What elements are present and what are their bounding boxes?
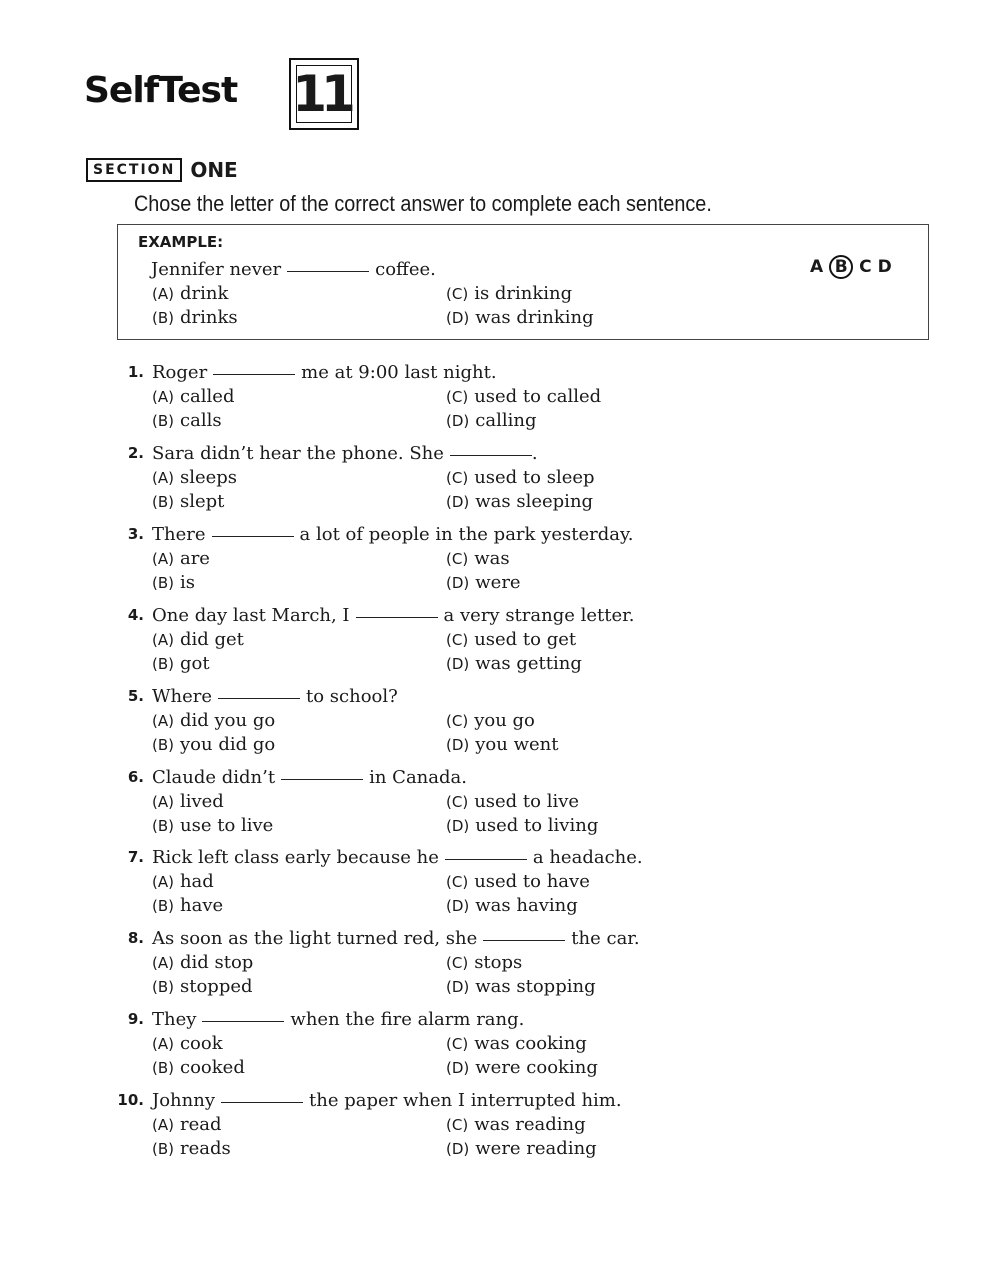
option-letter: (B) <box>152 492 174 511</box>
question-item <box>0 1009 1000 1089</box>
option-text: was sleeping <box>475 490 594 512</box>
option-text: calling <box>475 410 537 431</box>
option-c <box>446 710 535 731</box>
answer-letter-c: C <box>859 257 872 277</box>
example-sentence <box>151 259 436 280</box>
option-text: was stopping <box>475 976 596 998</box>
option-text: were reading <box>475 1138 597 1160</box>
answer-blank <box>287 271 369 272</box>
option-letter: (A) <box>152 1035 174 1054</box>
option-c <box>446 1114 586 1135</box>
option-c <box>446 467 595 488</box>
option-text: did you go <box>179 709 276 731</box>
option-letter: (C) <box>446 873 469 892</box>
answer-blank <box>221 1102 303 1103</box>
question-number: 6. <box>127 767 144 786</box>
option-a <box>152 386 234 407</box>
option-c <box>446 952 522 973</box>
option-text: read <box>179 1114 222 1136</box>
option-letter: (C) <box>446 388 469 406</box>
answer-blank <box>450 455 532 456</box>
option-c <box>446 791 579 812</box>
option-letter: (C) <box>446 792 469 811</box>
option-text: drinks <box>180 307 238 328</box>
sentence-after: me at 9:00 last night. <box>301 362 497 383</box>
question-number: 9. <box>127 1010 144 1029</box>
option-b <box>152 1057 245 1078</box>
question-item <box>0 524 1000 604</box>
option-text: used to called <box>474 386 602 407</box>
instructions: Chose the letter of the correct answer to complete each sentence. <box>134 191 712 216</box>
option-letter: (A) <box>152 549 174 568</box>
option-b <box>152 815 273 836</box>
option-b <box>152 1138 231 1159</box>
option-letter: (A) <box>152 954 174 973</box>
question-sentence <box>152 928 640 949</box>
question-sentence <box>152 1090 622 1111</box>
answer-letter-b-circled: B <box>829 255 853 279</box>
option-text: use to live <box>180 814 274 836</box>
question-number: 7. <box>127 848 144 867</box>
example-option-d <box>446 307 594 328</box>
option-b <box>152 976 253 997</box>
option-b <box>152 491 224 512</box>
option-text: did stop <box>179 952 254 974</box>
option-text: got <box>180 652 210 674</box>
option-a <box>152 710 275 731</box>
answer-letter-a: A <box>810 257 824 277</box>
question-sentence <box>152 524 633 545</box>
question-number: 3. <box>127 524 144 543</box>
option-letter: (A) <box>152 388 174 406</box>
option-text: used to have <box>474 871 590 893</box>
option-d <box>446 572 521 593</box>
option-c <box>446 548 510 569</box>
sentence-before: There <box>152 523 206 545</box>
question-item <box>0 362 1000 442</box>
option-text: used to sleep <box>474 466 595 488</box>
option-letter: (A) <box>152 285 174 303</box>
option-letter: (B) <box>152 816 174 835</box>
option-letter: (D) <box>446 816 470 835</box>
sentence-before: Claude didn’t <box>152 766 276 788</box>
option-text: did get <box>179 628 244 650</box>
answer-letter-d: D <box>877 257 892 277</box>
option-letter: (B) <box>152 1059 174 1078</box>
option-text: reads <box>180 1138 231 1160</box>
question-sentence <box>152 362 497 383</box>
option-a <box>152 1114 221 1135</box>
option-c <box>446 629 576 650</box>
option-text: was <box>474 547 510 569</box>
answer-blank <box>218 698 300 699</box>
option-letter: (C) <box>446 954 469 973</box>
option-b <box>152 895 223 916</box>
question-number: 1. <box>127 363 144 381</box>
option-text: is <box>180 571 195 593</box>
option-b <box>152 653 210 674</box>
sentence-before: Where <box>152 685 213 707</box>
option-letter: (D) <box>446 309 470 327</box>
option-d <box>446 491 593 512</box>
option-text: was getting <box>475 652 582 674</box>
question-item <box>0 1090 1000 1170</box>
option-letter: (D) <box>446 573 470 592</box>
option-a <box>152 629 244 650</box>
option-letter: (A) <box>152 1116 174 1135</box>
answer-blank <box>483 940 565 941</box>
question-sentence <box>152 605 635 626</box>
question-number: 8. <box>127 929 144 948</box>
question-sentence <box>152 686 398 707</box>
option-c <box>446 386 601 407</box>
option-d <box>446 734 558 755</box>
option-text: you did go <box>180 733 276 755</box>
sentence-after: when the fire alarm rang. <box>290 1009 525 1031</box>
sentence-after: a headache. <box>532 847 643 869</box>
sentence-after: a very strange letter. <box>443 604 635 626</box>
page-title: SelfTest <box>84 70 238 111</box>
option-text: are <box>179 547 210 569</box>
option-a <box>152 791 224 812</box>
sentence-after: to school? <box>306 685 398 707</box>
option-letter: (D) <box>446 1140 470 1159</box>
question-sentence <box>152 767 467 788</box>
question-number: 4. <box>127 605 144 624</box>
unit-number: 11 <box>296 65 352 123</box>
option-text: cooked <box>180 1057 245 1079</box>
sentence-before: They <box>152 1009 197 1031</box>
option-letter: (D) <box>446 492 470 511</box>
sentence-before: Rick left class early because he <box>152 847 439 869</box>
question-item <box>0 605 1000 685</box>
option-text: used to living <box>475 814 599 836</box>
question-item <box>0 686 1000 766</box>
sentence-before: As soon as the light turned red, she <box>152 928 478 950</box>
option-c <box>446 871 590 892</box>
option-a <box>152 548 210 569</box>
sentence-before: One day last March, I <box>152 604 350 626</box>
option-text: used to live <box>474 790 580 812</box>
option-letter: (D) <box>446 412 470 430</box>
option-b <box>152 410 222 431</box>
answer-blank <box>356 617 438 618</box>
example-option-c <box>446 283 572 304</box>
option-letter: (B) <box>152 573 174 592</box>
option-letter: (A) <box>152 873 174 892</box>
option-b <box>152 734 275 755</box>
option-d <box>446 1138 597 1159</box>
option-letter: (B) <box>152 1140 174 1159</box>
example-label: EXAMPLE: <box>138 233 224 251</box>
sentence-after: the paper when I interrupted him. <box>309 1090 622 1112</box>
question-item <box>0 928 1000 1008</box>
option-letter: (D) <box>446 735 470 754</box>
answer-blank <box>213 374 295 375</box>
example-box <box>117 224 929 340</box>
option-a <box>152 467 237 488</box>
option-d <box>446 653 582 674</box>
option-letter: (D) <box>446 897 470 916</box>
option-letter: (A) <box>152 792 174 811</box>
option-text: was reading <box>474 1114 586 1136</box>
option-text: was drinking <box>475 307 594 328</box>
option-text: cook <box>179 1033 223 1055</box>
sentence-after: . <box>531 442 538 464</box>
question-number: 10. <box>117 1091 144 1110</box>
section-label: SECTION <box>86 158 182 182</box>
option-letter: (C) <box>446 549 469 568</box>
option-text: was cooking <box>474 1033 587 1055</box>
option-text: stops <box>474 952 523 974</box>
option-text: sleeps <box>179 466 238 488</box>
sentence-before: Roger <box>152 362 208 383</box>
question-item <box>0 847 1000 927</box>
option-text: you went <box>475 733 559 755</box>
answer-blank <box>202 1021 284 1022</box>
section-heading <box>86 158 238 182</box>
option-letter: (C) <box>446 1035 469 1054</box>
option-letter: (C) <box>446 630 469 649</box>
example-answer-key <box>810 255 892 279</box>
option-text: was having <box>475 895 578 917</box>
option-letter: (B) <box>152 654 174 673</box>
answer-blank <box>445 859 527 860</box>
option-letter: (C) <box>446 1116 469 1135</box>
answer-blank <box>212 536 294 537</box>
option-letter: (B) <box>152 309 174 327</box>
question-item <box>0 443 1000 523</box>
option-d <box>446 1057 598 1078</box>
option-b <box>152 572 195 593</box>
question-number: 5. <box>127 686 144 705</box>
example-option-a <box>152 283 228 304</box>
example-sentence-after: coffee. <box>375 259 436 280</box>
option-text: is drinking <box>474 283 573 304</box>
option-d <box>446 815 598 836</box>
option-d <box>446 410 536 431</box>
sentence-after: a lot of people in the park yesterday. <box>299 523 634 545</box>
option-a <box>152 952 253 973</box>
option-a <box>152 871 214 892</box>
unit-number-box <box>289 58 359 130</box>
option-letter: (B) <box>152 978 174 997</box>
option-text: used to get <box>474 628 577 650</box>
option-text: were <box>475 571 521 593</box>
question-number: 2. <box>127 443 144 462</box>
option-letter: (B) <box>152 897 174 916</box>
option-text: stopped <box>180 976 253 998</box>
option-letter: (A) <box>152 630 174 649</box>
option-text: drink <box>179 283 229 304</box>
option-d <box>446 895 578 916</box>
option-letter: (B) <box>152 412 174 430</box>
option-text: called <box>179 386 235 407</box>
option-letter: (D) <box>446 1059 470 1078</box>
option-text: were cooking <box>475 1057 598 1079</box>
option-letter: (C) <box>446 711 469 730</box>
option-text: calls <box>180 410 222 431</box>
question-sentence <box>152 443 538 464</box>
option-letter: (A) <box>152 468 174 487</box>
sentence-after: in Canada. <box>369 766 467 788</box>
sentence-before: Sara didn’t hear the phone. She <box>152 442 444 464</box>
sentence-after: the car. <box>571 928 640 950</box>
sentence-before: Johnny <box>152 1090 215 1112</box>
option-c <box>446 1033 587 1054</box>
option-letter: (C) <box>446 285 469 303</box>
question-sentence <box>152 1009 524 1030</box>
option-letter: (D) <box>446 978 470 997</box>
option-d <box>446 976 596 997</box>
option-a <box>152 1033 223 1054</box>
option-letter: (C) <box>446 468 469 487</box>
option-text: slept <box>180 490 225 512</box>
option-text: lived <box>179 790 224 812</box>
option-text: had <box>179 871 214 893</box>
option-letter: (D) <box>446 654 470 673</box>
option-letter: (A) <box>152 711 174 730</box>
section-word: ONE <box>190 158 238 182</box>
answer-blank <box>281 779 363 780</box>
example-option-b <box>152 307 238 328</box>
question-item <box>0 767 1000 847</box>
option-text: have <box>180 895 224 917</box>
question-sentence <box>152 847 643 868</box>
example-sentence-before: Jennifer never <box>151 259 282 280</box>
option-letter: (B) <box>152 735 174 754</box>
option-text: you go <box>474 709 535 731</box>
